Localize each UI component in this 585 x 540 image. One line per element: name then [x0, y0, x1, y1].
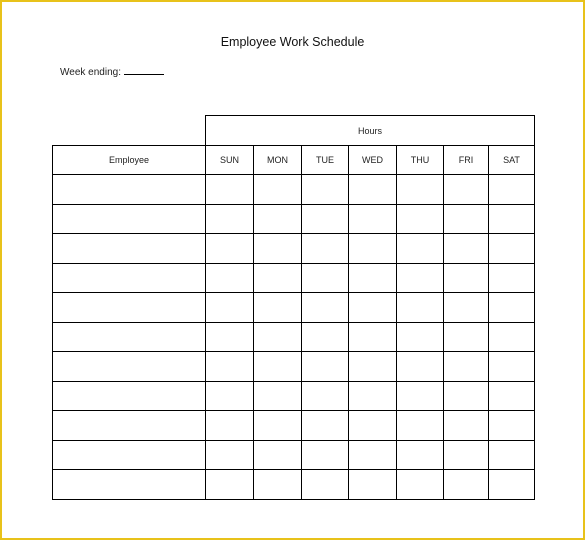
hours-cell-sat[interactable]	[489, 234, 535, 264]
employee-cell[interactable]	[53, 204, 206, 234]
hours-cell-wed[interactable]	[349, 234, 397, 264]
employee-column-header: Employee	[53, 146, 206, 175]
hours-cell-tue[interactable]	[302, 352, 349, 382]
hours-cell-tue[interactable]	[302, 263, 349, 293]
table-row	[53, 381, 535, 411]
hours-cell-fri[interactable]	[444, 352, 489, 382]
hours-cell-wed[interactable]	[349, 263, 397, 293]
day-header-tue: TUE	[302, 146, 349, 175]
schedule-table	[52, 145, 535, 500]
employee-cell[interactable]	[53, 381, 206, 411]
day-header-sun: SUN	[206, 146, 254, 175]
hours-cell-fri[interactable]	[444, 322, 489, 352]
week-ending-blank-line[interactable]	[124, 65, 164, 75]
header-row	[53, 146, 535, 175]
table-row	[53, 352, 535, 382]
hours-cell-fri[interactable]	[444, 470, 489, 500]
hours-cell-fri[interactable]	[444, 293, 489, 323]
hours-cell-mon[interactable]	[254, 470, 302, 500]
hours-cell-thu[interactable]	[397, 204, 444, 234]
hours-cell-thu[interactable]	[397, 411, 444, 441]
hours-cell-sun[interactable]	[206, 381, 254, 411]
hours-cell-tue[interactable]	[302, 381, 349, 411]
hours-cell-sun[interactable]	[206, 440, 254, 470]
hours-cell-sun[interactable]	[206, 263, 254, 293]
hours-cell-wed[interactable]	[349, 381, 397, 411]
hours-cell-sun[interactable]	[206, 411, 254, 441]
hours-cell-fri[interactable]	[444, 234, 489, 264]
employee-cell[interactable]	[53, 411, 206, 441]
hours-cell-wed[interactable]	[349, 470, 397, 500]
hours-cell-sun[interactable]	[206, 470, 254, 500]
hours-cell-sun[interactable]	[206, 322, 254, 352]
hours-cell-tue[interactable]	[302, 470, 349, 500]
employee-cell[interactable]	[53, 470, 206, 500]
hours-cell-thu[interactable]	[397, 234, 444, 264]
hours-cell-sat[interactable]	[489, 175, 535, 205]
hours-cell-mon[interactable]	[254, 381, 302, 411]
hours-cell-fri[interactable]	[444, 411, 489, 441]
employee-cell[interactable]	[53, 263, 206, 293]
hours-cell-wed[interactable]	[349, 293, 397, 323]
hours-header	[205, 115, 535, 146]
hours-cell-fri[interactable]	[444, 175, 489, 205]
employee-cell[interactable]	[53, 234, 206, 264]
hours-cell-sun[interactable]	[206, 234, 254, 264]
hours-cell-tue[interactable]	[302, 175, 349, 205]
table-row	[53, 411, 535, 441]
hours-cell-fri[interactable]	[444, 381, 489, 411]
hours-cell-wed[interactable]	[349, 352, 397, 382]
day-header-fri: FRI	[444, 146, 489, 175]
day-header-mon: MON	[254, 146, 302, 175]
hours-cell-thu[interactable]	[397, 322, 444, 352]
table-row	[53, 263, 535, 293]
employee-cell[interactable]	[53, 440, 206, 470]
employee-cell[interactable]	[53, 352, 206, 382]
hours-cell-sun[interactable]	[206, 352, 254, 382]
hours-cell-mon[interactable]	[254, 411, 302, 441]
week-ending-label: Week ending:	[60, 67, 121, 78]
hours-cell-sat[interactable]	[489, 322, 535, 352]
hours-cell-tue[interactable]	[302, 440, 349, 470]
table-row	[53, 204, 535, 234]
hours-cell-wed[interactable]	[349, 175, 397, 205]
hours-cell-thu[interactable]	[397, 293, 444, 323]
hours-cell-thu[interactable]	[397, 352, 444, 382]
hours-cell-sat[interactable]	[489, 411, 535, 441]
hours-cell-wed[interactable]	[349, 411, 397, 441]
schedule-body	[53, 175, 535, 500]
day-header-thu: THU	[397, 146, 444, 175]
hours-cell-tue[interactable]	[302, 204, 349, 234]
table-row	[53, 440, 535, 470]
hours-cell-sat[interactable]	[489, 293, 535, 323]
hours-cell-sat[interactable]	[489, 470, 535, 500]
hours-cell-mon[interactable]	[254, 352, 302, 382]
hours-cell-mon[interactable]	[254, 293, 302, 323]
hours-cell-mon[interactable]	[254, 234, 302, 264]
hours-cell-mon[interactable]	[254, 175, 302, 205]
hours-cell-fri[interactable]	[444, 204, 489, 234]
hours-cell-mon[interactable]	[254, 440, 302, 470]
day-header-wed: WED	[349, 146, 397, 175]
page-title: Employee Work Schedule	[220, 35, 365, 49]
hours-cell-thu[interactable]	[397, 175, 444, 205]
employee-cell[interactable]	[53, 175, 206, 205]
table-row	[53, 470, 535, 500]
hours-label: Hours	[357, 126, 382, 136]
table-row	[53, 234, 535, 264]
employee-cell[interactable]	[53, 293, 206, 323]
table-row	[53, 322, 535, 352]
hours-cell-sun[interactable]	[206, 293, 254, 323]
hours-cell-wed[interactable]	[349, 440, 397, 470]
hours-cell-fri[interactable]	[444, 263, 489, 293]
table-row	[53, 293, 535, 323]
hours-cell-sat[interactable]	[489, 381, 535, 411]
hours-cell-sun[interactable]	[206, 175, 254, 205]
hours-cell-mon[interactable]	[254, 322, 302, 352]
day-header-sat: SAT	[489, 146, 535, 175]
hours-cell-tue[interactable]	[302, 322, 349, 352]
hours-cell-tue[interactable]	[302, 411, 349, 441]
hours-cell-sat[interactable]	[489, 204, 535, 234]
hours-cell-fri[interactable]	[444, 440, 489, 470]
hours-cell-sun[interactable]	[206, 204, 254, 234]
hours-cell-mon[interactable]	[254, 263, 302, 293]
hours-cell-thu[interactable]	[397, 263, 444, 293]
hours-cell-mon[interactable]	[254, 204, 302, 234]
hours-cell-tue[interactable]	[302, 293, 349, 323]
hours-cell-sat[interactable]	[489, 263, 535, 293]
employee-cell[interactable]	[53, 322, 206, 352]
hours-cell-wed[interactable]	[349, 322, 397, 352]
hours-cell-wed[interactable]	[349, 204, 397, 234]
hours-cell-tue[interactable]	[302, 234, 349, 264]
week-ending	[60, 65, 164, 78]
hours-cell-thu[interactable]	[397, 470, 444, 500]
hours-cell-thu[interactable]	[397, 440, 444, 470]
hours-cell-sat[interactable]	[489, 440, 535, 470]
hours-cell-sat[interactable]	[489, 352, 535, 382]
hours-cell-thu[interactable]	[397, 381, 444, 411]
table-row	[53, 175, 535, 205]
